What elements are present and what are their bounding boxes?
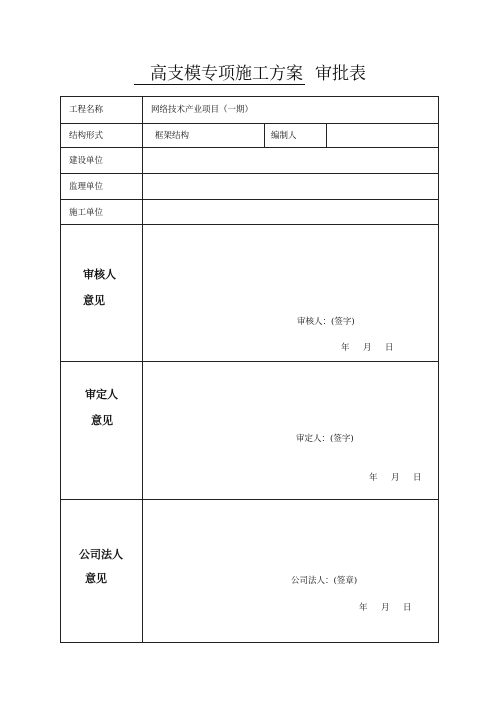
title-main: 高支模专项施工方案 xyxy=(134,64,305,85)
row-approve-opinion xyxy=(61,362,438,500)
supervisor-label-cell xyxy=(61,174,143,199)
builder-label-cell xyxy=(61,148,143,173)
project-name-label: 工程名称 xyxy=(69,105,104,115)
review-date: 年 月 日 xyxy=(341,343,394,353)
legal-label-cell xyxy=(61,500,143,642)
approve-opinion-area[interactable] xyxy=(143,362,438,499)
structure-label: 结构形式 xyxy=(69,131,104,141)
approve-label-cell xyxy=(61,362,143,499)
structure-value: 框架结构 xyxy=(155,131,190,141)
title-tail: 审批表 xyxy=(315,64,366,84)
approve-label-line1: 审定人 xyxy=(85,388,118,401)
builder-label: 建设单位 xyxy=(69,156,104,166)
supervisor-value-cell[interactable] xyxy=(143,174,438,199)
project-name-value: 网络技术产业项目（一期） xyxy=(151,105,254,115)
review-opinion-area[interactable] xyxy=(143,225,438,361)
row-supervisor xyxy=(61,174,438,200)
builder-value-cell[interactable] xyxy=(143,148,438,173)
row-builder xyxy=(61,148,438,174)
legal-date: 年 月 日 xyxy=(359,603,412,613)
project-name-value-cell[interactable] xyxy=(143,97,438,123)
approve-label-line2: 意见 xyxy=(91,414,113,427)
page-title xyxy=(0,62,500,86)
row-legal-opinion xyxy=(61,500,438,642)
contractor-label: 施工单位 xyxy=(69,208,104,218)
approve-date: 年 月 日 xyxy=(369,473,422,483)
contractor-label-cell xyxy=(61,200,143,224)
structure-label-cell xyxy=(61,124,143,147)
approve-signature: 审定人：(签字) xyxy=(296,434,354,444)
review-signature: 审核人：(签字) xyxy=(297,317,355,327)
review-label-line1: 审核人 xyxy=(83,268,116,281)
contractor-value-cell[interactable] xyxy=(143,200,438,224)
row-review-opinion xyxy=(61,225,438,362)
project-name-label-cell xyxy=(61,97,143,123)
legal-label-line2: 意见 xyxy=(85,572,107,585)
legal-label-line1: 公司法人 xyxy=(79,548,123,561)
author-label-cell xyxy=(265,124,327,147)
review-label-line2: 意见 xyxy=(83,294,105,307)
author-value-cell[interactable] xyxy=(327,124,438,147)
structure-value-cell[interactable] xyxy=(143,124,265,147)
legal-opinion-area[interactable] xyxy=(143,500,438,642)
author-label: 编制人 xyxy=(271,131,297,141)
row-project-name xyxy=(61,97,438,124)
row-contractor xyxy=(61,200,438,225)
row-structure xyxy=(61,124,438,148)
approval-form xyxy=(60,96,439,643)
review-label-cell xyxy=(61,225,143,361)
supervisor-label: 监理单位 xyxy=(69,182,104,192)
legal-signature: 公司法人：(签章) xyxy=(291,576,358,586)
